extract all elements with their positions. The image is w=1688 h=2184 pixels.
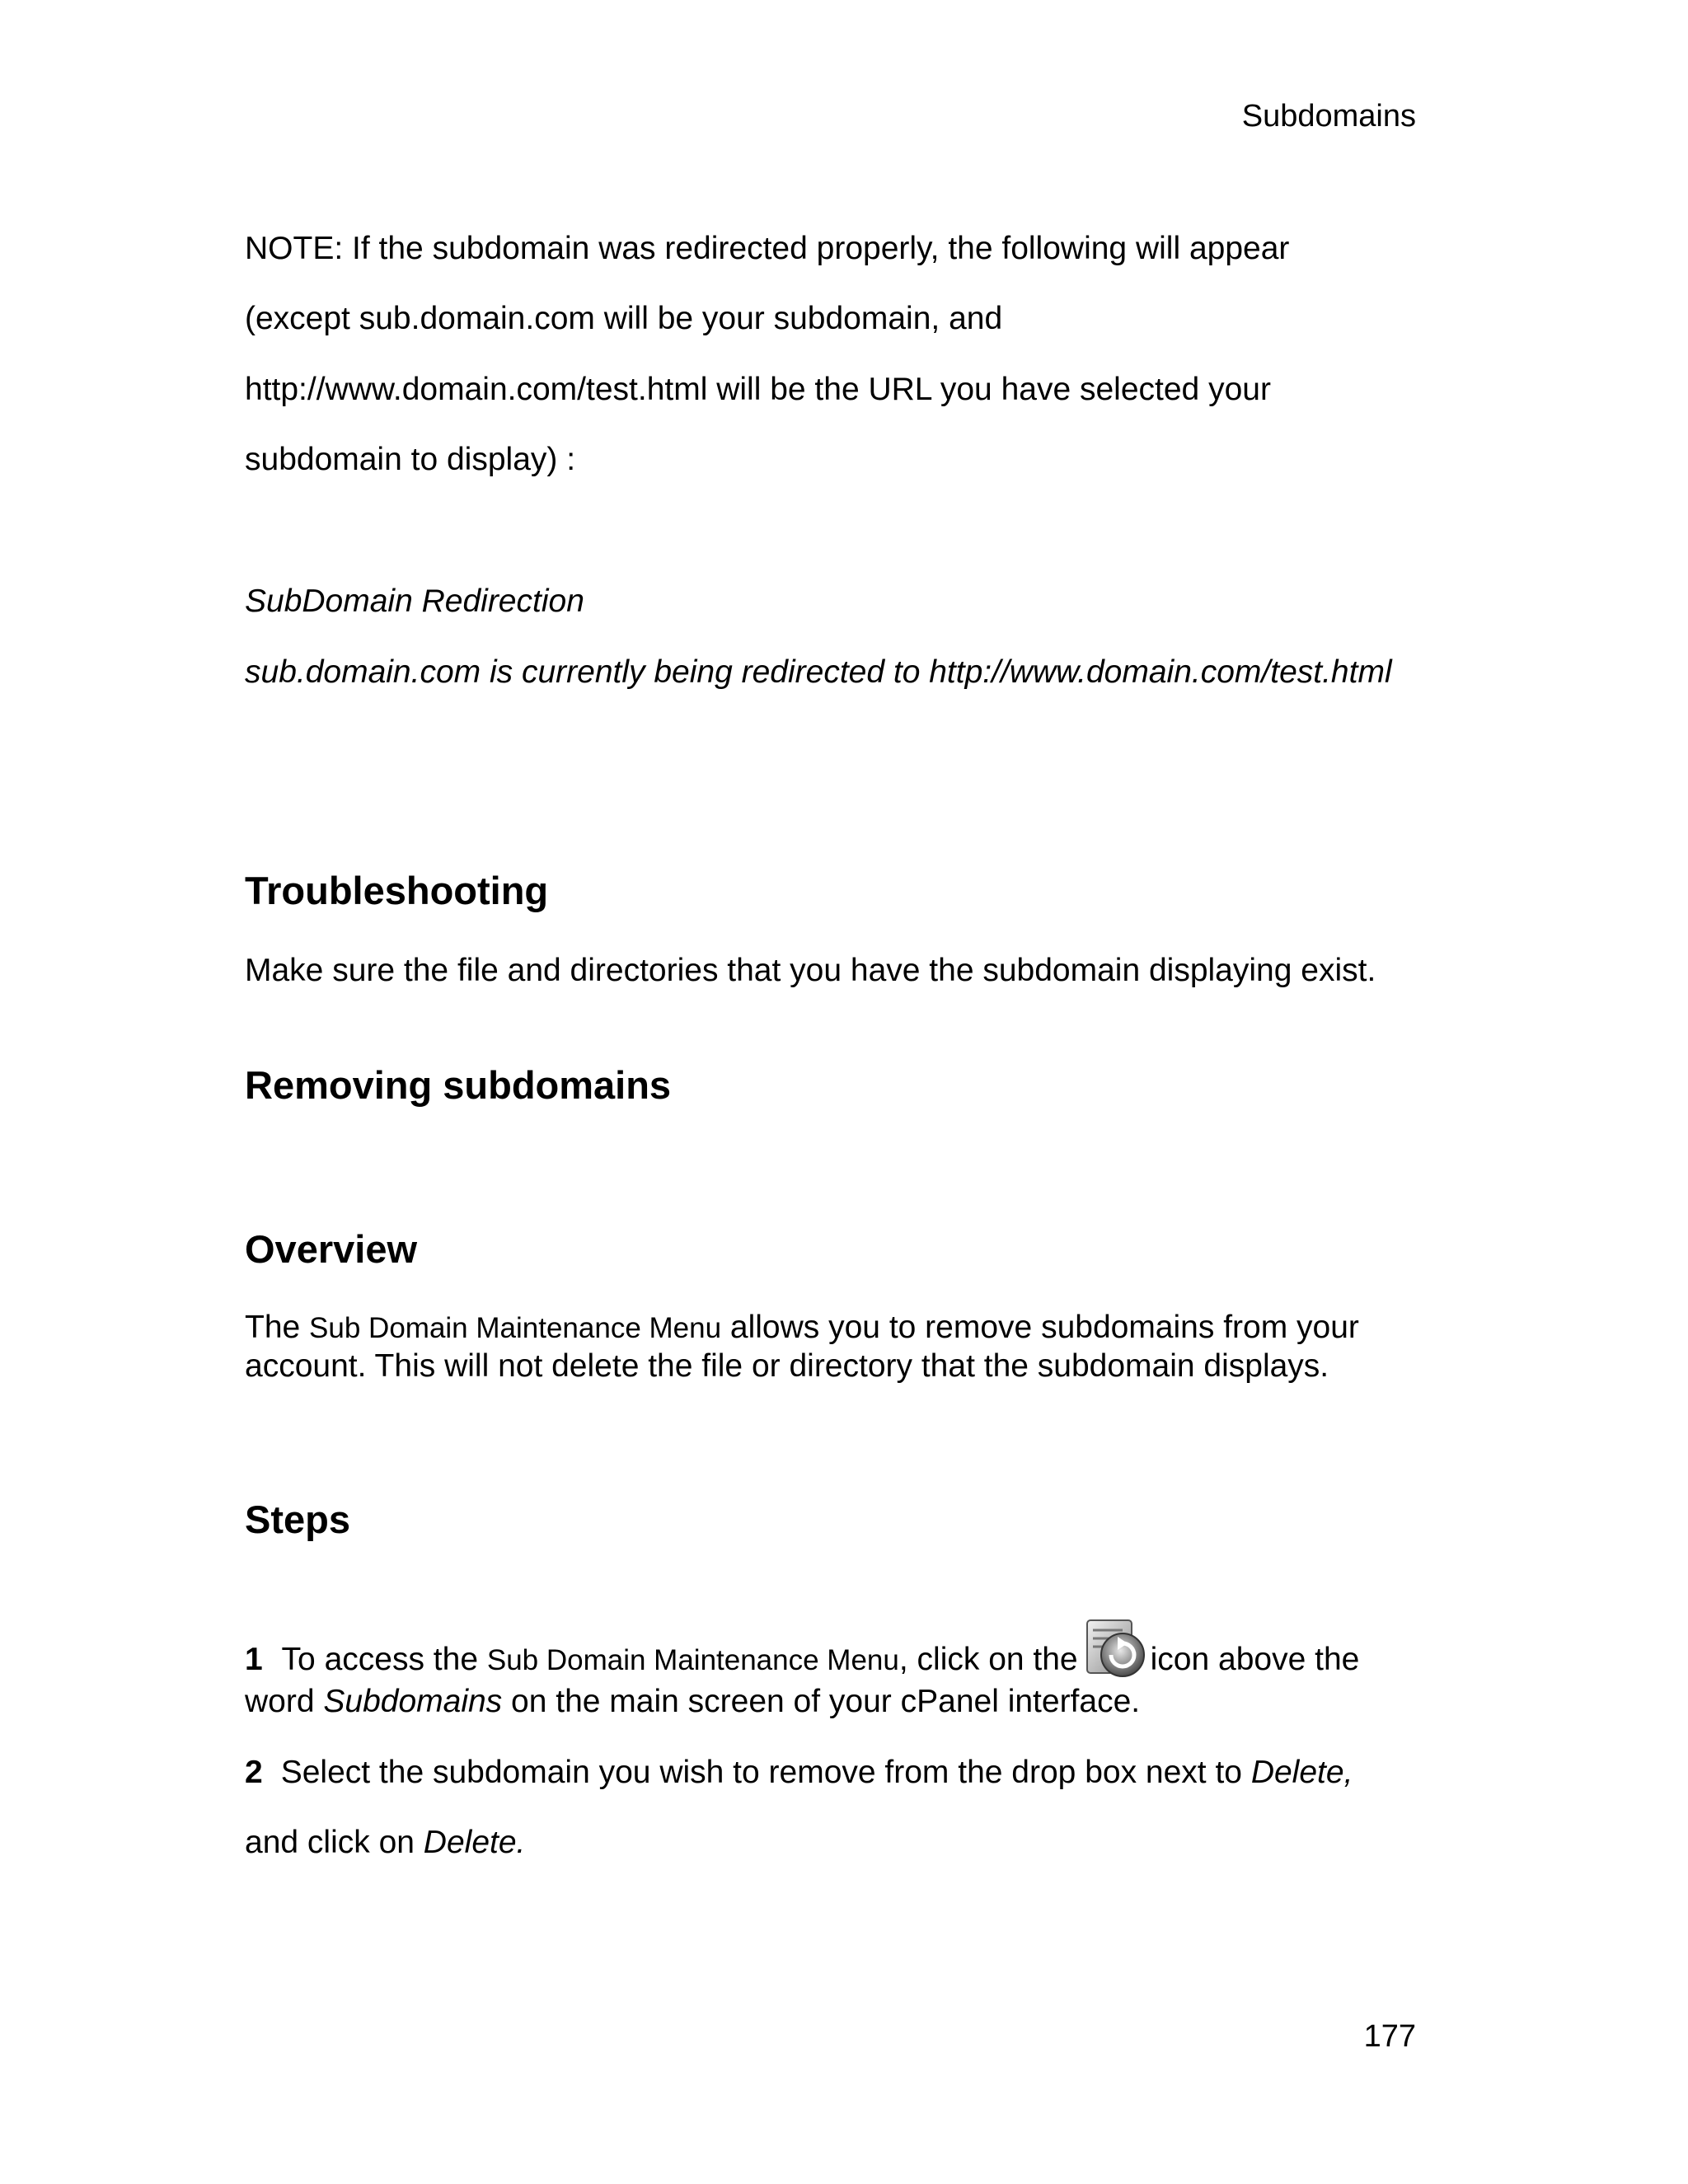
step-1-line-2 [245, 1685, 1140, 1718]
overview-heading: Overview [245, 1227, 418, 1271]
step-2-line-1 [245, 1756, 1353, 1788]
step-1-text-post: icon above the [1150, 1642, 1360, 1677]
step-1-line-2-pre: word [245, 1684, 324, 1719]
steps-heading: Steps [245, 1497, 350, 1541]
troubleshooting-text: Make sure the file and directories that you have the subdomain displaying exist. [245, 953, 1376, 988]
step-1-text-pre: To access the [281, 1642, 487, 1677]
removing-subdomains-heading: Removing subdomains [245, 1063, 672, 1107]
step-1-line-1 [245, 1615, 1359, 1681]
running-header: Subdomains [1241, 99, 1416, 134]
example-message: sub.domain.com is currently being redirected to http://www.domain.com/test.html [245, 654, 1392, 690]
step-1-line-2-post: on the main screen of your cPanel interface. [502, 1684, 1141, 1719]
step-2-text-pre: Select the subdomain you wish to remove from the drop box next to [280, 1755, 1251, 1790]
subdomains-icon [1085, 1615, 1147, 1681]
overview-text [245, 1309, 1448, 1385]
note-line-1: NOTE: If the subdomain was redirected properly, the following will appear [245, 231, 1290, 266]
step-2-italic-1: Delete, [1250, 1755, 1353, 1790]
step-1-text-mid: , click on the [898, 1642, 1078, 1677]
menu-name: Sub Domain Maintenance Menu [309, 1312, 722, 1344]
note-line-2: (except sub.domain.com will be your subdomain, and [245, 301, 1003, 336]
step-1-menu-name: Sub Domain Maintenance Menu [486, 1644, 899, 1676]
step-2-line-2 [245, 1826, 525, 1858]
example-title: SubDomain Redirection [245, 583, 584, 619]
note-line-3: http://www.domain.com/test.html will be the URL you have selected your [245, 372, 1271, 407]
step-1-line-2-italic: Subdomains [323, 1684, 503, 1719]
step-1-number: 1 [245, 1642, 263, 1677]
step-2-line-2-pre: and click on [245, 1825, 424, 1860]
overview-text-pre: The [245, 1310, 310, 1345]
note-line-4: subdomain to display) : [245, 442, 576, 477]
step-2-italic-2: Delete. [423, 1825, 526, 1860]
step-2-number: 2 [245, 1755, 263, 1790]
troubleshooting-heading: Troubleshooting [245, 869, 549, 912]
page-number: 177 [1363, 2019, 1416, 2054]
overview-text-post: allows you to remove subdomains from your account. This will not delete the file or directory that the subdomain displays. [245, 1310, 1359, 1384]
